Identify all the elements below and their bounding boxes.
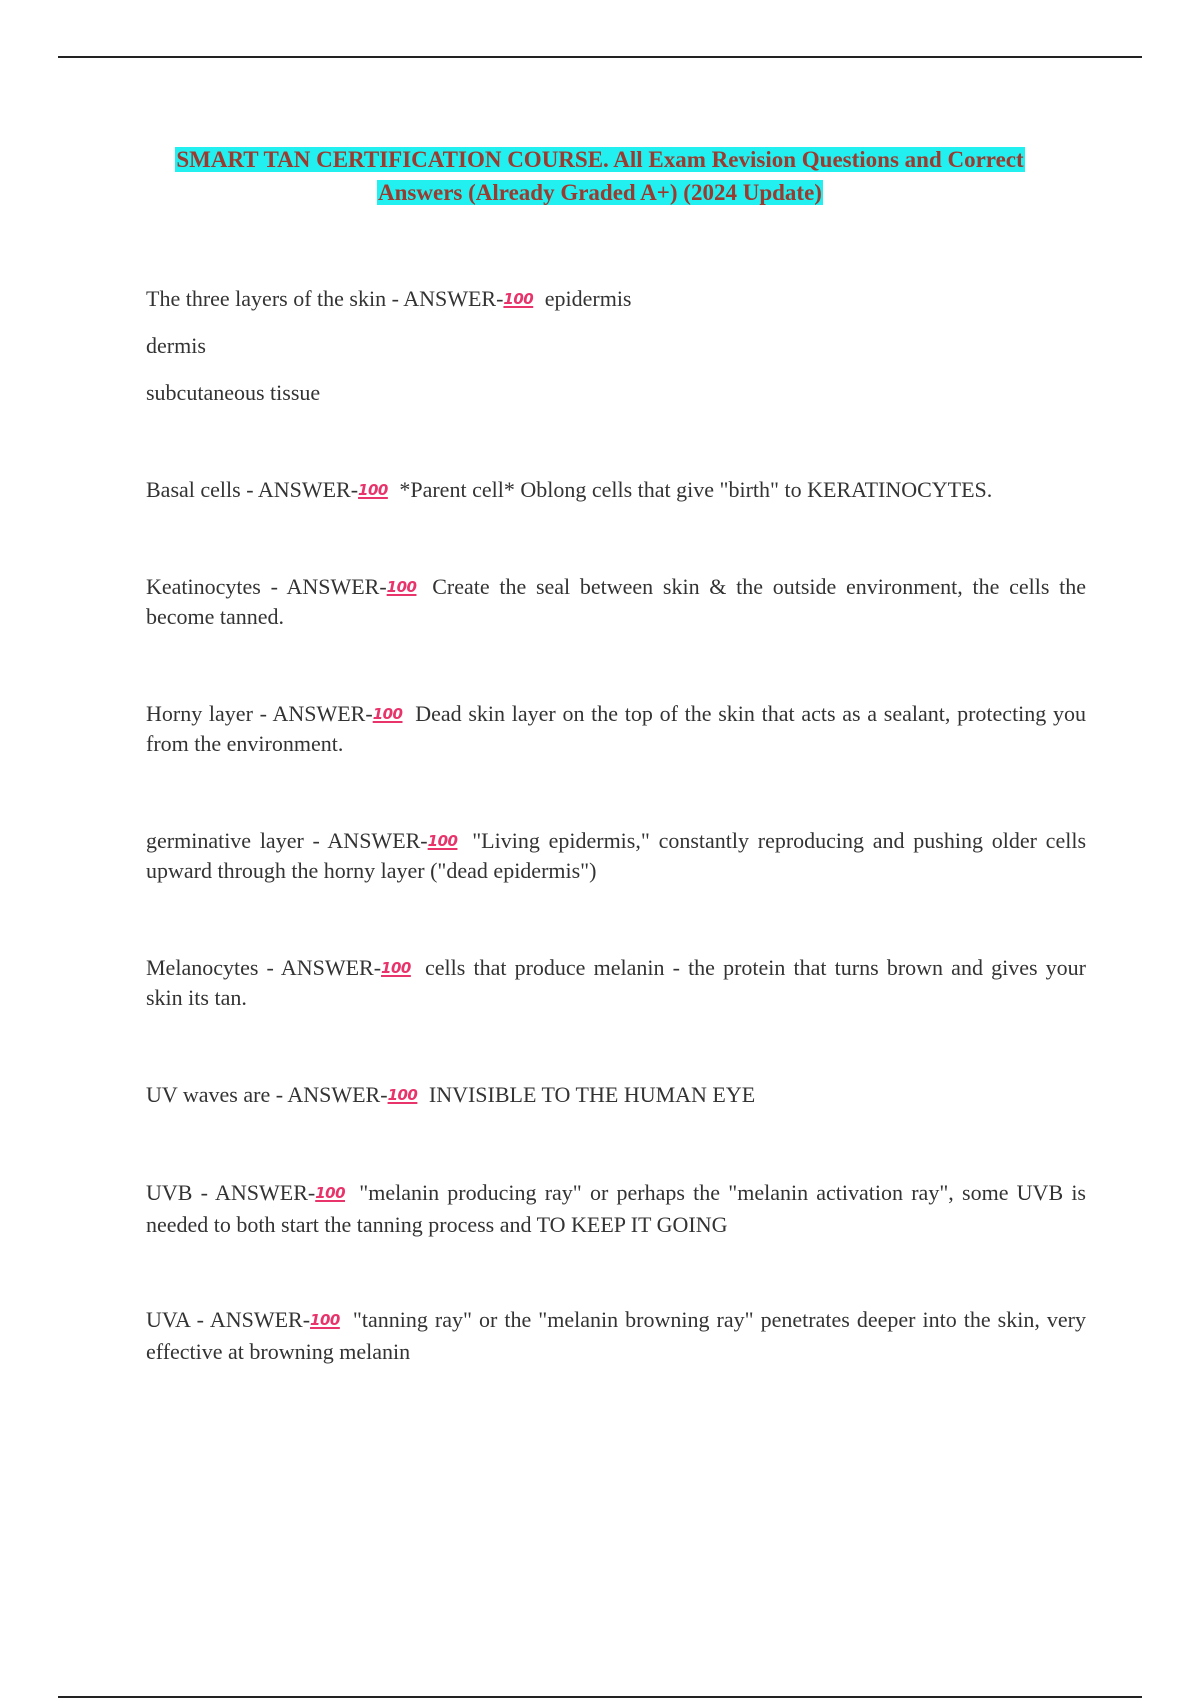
qa-answer: Dead skin layer on the top of the skin that acts as a sealant, protecting you from the environment. — [146, 701, 1087, 756]
answer-marker: ANSWER- — [286, 574, 387, 599]
qa-answer: "tanning ray" or the "melanin browning ray" penetrates deeper into the skin, very effective at browning melanin — [146, 1307, 1086, 1364]
qa-item: Basal cells - ANSWER-100 *Parent cell* Oblong cells that give "birth" to KERATINOCYTES. — [146, 477, 993, 502]
answer-marker: ANSWER- — [272, 701, 373, 726]
qa-term: Horny layer — [146, 701, 253, 726]
title-line-1: SMART TAN CERTIFICATION COURSE. All Exam Revision Questions and Correct — [176, 147, 1024, 172]
qa-term: Basal cells — [146, 477, 241, 502]
qa-answer: Create the seal between skin & the outside environment, the cells the become tanned. — [146, 574, 1086, 629]
title-line-2: Answers (Already Graded A+) (2024 Update) — [378, 180, 822, 205]
qa-answer: "Living epidermis," constantly reproducing and pushing older cells upward through the horny layer ("dead epidermis") — [146, 828, 1086, 883]
hundred-points-icon: 100 — [387, 1086, 418, 1104]
hundred-points-icon: 100 — [386, 578, 417, 596]
qa-extra-line: subcutaneous tissue — [146, 380, 321, 405]
qa-extra-line: dermis — [146, 333, 206, 358]
qa-item: UVA - ANSWER-100 "tanning ray" or the "melanin browning ray" penetrates deeper into the skin, very effective at browning melanin — [146, 1307, 1086, 1364]
qa-answer: cells that produce melanin - the protein that turns brown and gives your skin its tan. — [146, 955, 1087, 1010]
qa-item: germinative layer - ANSWER-100 "Living epidermis," constantly reproducing and pushing older cells upward through the horny layer ("dead epidermis") — [146, 828, 1086, 883]
answer-marker: ANSWER- — [287, 1082, 388, 1107]
qa-term: Melanocytes — [146, 955, 259, 980]
top-rule — [58, 56, 1142, 58]
document-title — [146, 143, 1054, 209]
bottom-rule — [58, 1696, 1142, 1698]
answer-marker: ANSWER- — [327, 828, 428, 853]
qa-item: UV waves are - ANSWER-100 INVISIBLE TO THE HUMAN EYE — [146, 1082, 756, 1107]
hundred-points-icon: 100 — [358, 481, 388, 499]
answer-marker: ANSWER- — [209, 1307, 311, 1332]
qa-answer: INVISIBLE TO THE HUMAN EYE — [428, 1082, 756, 1107]
answer-marker: ANSWER- — [403, 286, 504, 311]
qa-answer: epidermis — [544, 286, 632, 311]
qa-item: UVB - ANSWER-100 "melanin producing ray" or perhaps the "melanin activation ray", some UVB is needed to both start the tanning process and TO KEEP IT GOING — [146, 1180, 1086, 1237]
hundred-points-icon: 100 — [503, 290, 534, 308]
qa-term: UVA — [146, 1307, 190, 1332]
hundred-points-icon: 100 — [315, 1184, 346, 1202]
hundred-points-icon: 100 — [310, 1311, 340, 1329]
qa-answer: *Parent cell* Oblong cells that give "birth" to KERATINOCYTES. — [399, 477, 993, 502]
qa-term: Keatinocytes — [146, 574, 261, 599]
qa-term: germinative layer — [146, 828, 304, 853]
qa-item: Horny layer - ANSWER-100 Dead skin layer on the top of the skin that acts as a sealant, protecting you from the environment. — [146, 701, 1087, 756]
hundred-points-icon: 100 — [372, 705, 403, 723]
hundred-points-icon: 100 — [427, 832, 458, 850]
answer-marker: ANSWER- — [280, 955, 382, 980]
qa-term: UV waves are — [146, 1082, 271, 1107]
answer-marker: ANSWER- — [214, 1180, 316, 1205]
qa-term: The three layers of the skin — [146, 286, 387, 311]
qa-item: Keatinocytes - ANSWER-100 Create the seal between skin & the outside environment, the cells the become tanned. — [146, 574, 1086, 629]
qa-term: UVB — [146, 1180, 193, 1205]
answer-marker: ANSWER- — [257, 477, 359, 502]
qa-item: Melanocytes - ANSWER-100 cells that produce melanin - the protein that turns brown and gives your skin its tan. — [146, 955, 1087, 1010]
hundred-points-icon: 100 — [381, 959, 411, 977]
qa-answer: "melanin producing ray" or perhaps the "melanin activation ray", some UVB is needed to both start the tanning process and TO KEEP IT GOING — [146, 1180, 1086, 1237]
qa-item: The three layers of the skin - ANSWER-100 epidermis — [146, 286, 632, 311]
